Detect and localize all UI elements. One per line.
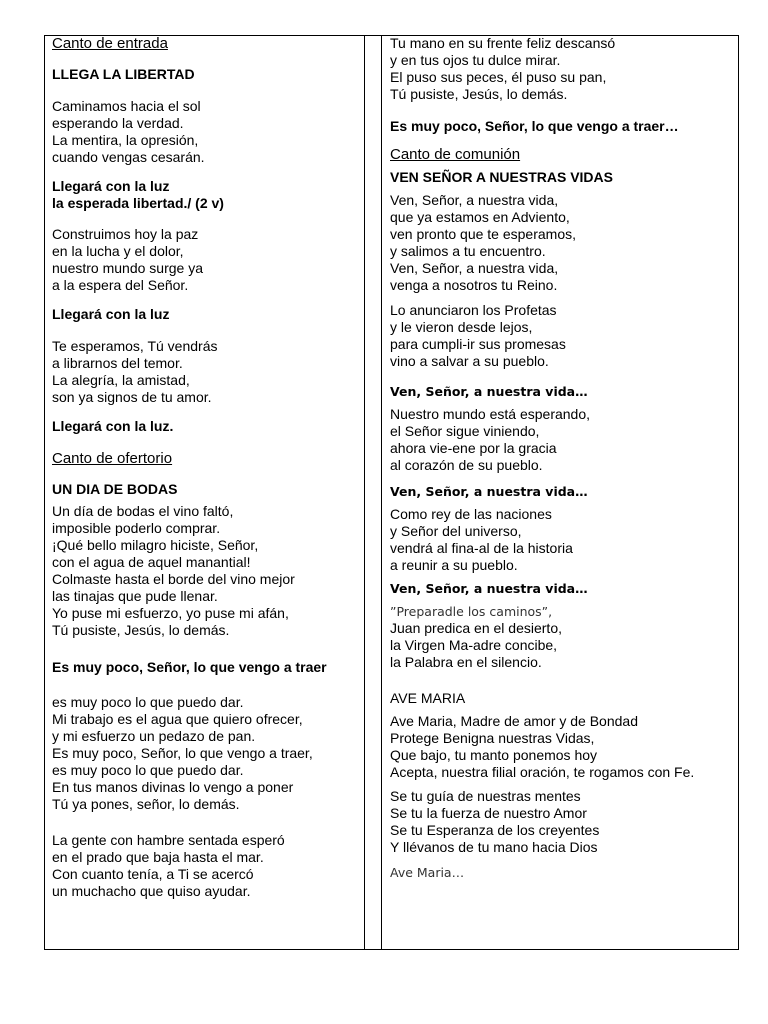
table-left-border <box>44 35 45 950</box>
verse-line: Ven, Señor, a nuestra vida, <box>390 260 559 276</box>
ofertorio-heading: Canto de ofertorio <box>52 450 173 467</box>
chorus-line: la esperada libertad./ (2 v) <box>52 195 224 211</box>
verse-line: y en tus ojos tu dulce mirar. <box>390 52 561 68</box>
table-bottom-border <box>44 949 739 950</box>
comunion-verse-4 <box>390 506 573 574</box>
verse-line: con el agua de aquel manantial! <box>52 554 251 570</box>
verse-line: Y llévanos de tu mano hacia Dios <box>390 839 598 855</box>
verse-line: Tú pusiste, Jesús, lo demás. <box>52 622 230 638</box>
verse-line: la Virgen Ma-adre concibe, <box>390 637 558 653</box>
chorus-line: Llegará con la luz <box>52 178 170 194</box>
verse-line: al corazón de su pueblo. <box>390 457 543 473</box>
verse-line: venga a nosotros tu Reino. <box>390 277 558 293</box>
verse-line: La mentira, la opresión, <box>52 132 199 148</box>
ofertorio-chorus-repeat: Es muy poco, Señor, lo que vengo a traer… <box>390 118 679 134</box>
verse-line: Ven, Señor, a nuestra vida, <box>390 192 559 208</box>
verse-line: que ya estamos en Adviento, <box>390 209 570 225</box>
entrada-refrain-2: Llegará con la luz. <box>52 418 174 434</box>
ofertorio-verse-3 <box>52 832 285 900</box>
verse-line: es muy poco lo que puedo dar. <box>52 694 244 710</box>
verse-line: es muy poco lo que puedo dar. <box>52 762 244 778</box>
ave-maria-closing: Ave Maria… <box>390 865 465 880</box>
entrada-refrain-1: Llegará con la luz <box>52 306 170 322</box>
verse-line: El puso sus peces, él puso su pan, <box>390 69 607 85</box>
comunion-refrain-2: Ven, Señor, a nuestra vida… <box>390 484 588 499</box>
verse-line: Se tu Esperanza de los creyentes <box>390 822 600 838</box>
ave-maria-verse-1 <box>390 713 694 781</box>
verse-line: Lo anunciaron los Profetas <box>390 302 557 318</box>
verse-line: a reunir a su pueblo. <box>390 557 518 573</box>
verse-line: cuando vengas cesarán. <box>52 149 205 165</box>
verse-line: ”Preparadle los caminos”, <box>390 604 553 619</box>
verse-line: Colmaste hasta el borde del vino mejor <box>52 571 295 587</box>
verse-line: esperando la verdad. <box>52 115 184 131</box>
verse-line: y Señor del universo, <box>390 523 522 539</box>
verse-line: ahora vie-ene por la gracia <box>390 440 557 456</box>
verse-line: ven pronto que te esperamos, <box>390 226 577 242</box>
song-sheet-table <box>44 35 739 950</box>
verse-line: Mi trabajo es el agua que quiero ofrecer, <box>52 711 303 727</box>
verse-line: las tinajas que pude llenar. <box>52 588 218 604</box>
verse-line: Te esperamos, Tú vendrás <box>52 338 218 354</box>
comunion-title: VEN SEÑOR A NUESTRAS VIDAS <box>390 169 613 185</box>
verse-line: En tus manos divinas lo vengo a poner <box>52 779 294 795</box>
verse-line: son ya signos de tu amor. <box>52 389 212 405</box>
verse-line: Un día de bodas el vino faltó, <box>52 503 234 519</box>
verse-line: Nuestro mundo está esperando, <box>390 406 591 422</box>
verse-line: Como rey de las naciones <box>390 506 552 522</box>
comunion-heading: Canto de comunión <box>390 146 521 163</box>
ave-maria-verse-2 <box>390 788 599 856</box>
column-divider-right <box>381 35 382 950</box>
ofertorio-continuation <box>390 35 615 103</box>
verse-line: el Señor sigue viniendo, <box>390 423 540 439</box>
verse-line: para cumpli-ir sus promesas <box>390 336 566 352</box>
verse-line: Yo puse mi esfuerzo, yo puse mi afán, <box>52 605 289 621</box>
verse-line: Que bajo, tu manto ponemos hoy <box>390 747 598 763</box>
verse-line: Es muy poco, Señor, lo que vengo a traer, <box>52 745 313 761</box>
ave-maria-title: AVE MARIA <box>390 690 466 706</box>
verse-line: La gente con hambre sentada esperó <box>52 832 285 848</box>
verse-line: y mi esfuerzo un pedazo de pan. <box>52 728 256 744</box>
ofertorio-chorus: Es muy poco, Señor, lo que vengo a traer <box>52 659 327 675</box>
verse-line: vendrá al fina-al de la historia <box>390 540 573 556</box>
table-right-border <box>738 35 739 950</box>
comunion-verse-1 <box>390 192 576 294</box>
comunion-verse-2 <box>390 302 566 370</box>
verse-line: imposible poderlo comprar. <box>52 520 221 536</box>
entrada-title: LLEGA LA LIBERTAD <box>52 66 195 82</box>
ofertorio-verse-1 <box>52 503 295 639</box>
verse-line: vino a salvar a su pueblo. <box>390 353 549 369</box>
verse-line: Protege Benigna nuestras Vidas, <box>390 730 595 746</box>
entrada-verse-2 <box>52 226 203 294</box>
verse-line: Construimos hoy la paz <box>52 226 199 242</box>
verse-line: Con cuanto tenía, a Ti se acercó <box>52 866 254 882</box>
verse-line: Tu mano en su frente feliz descansó <box>390 35 616 51</box>
comunion-refrain-1: Ven, Señor, a nuestra vida… <box>390 384 588 399</box>
verse-line: a librarnos del temor. <box>52 355 183 371</box>
verse-line: Se tu guía de nuestras mentes <box>390 788 581 804</box>
entrada-verse-1 <box>52 98 205 166</box>
verse-line: nuestro mundo surge ya <box>52 260 203 276</box>
comunion-refrain-3: Ven, Señor, a nuestra vida… <box>390 581 588 596</box>
verse-line: ¡Qué bello milagro hiciste, Señor, <box>52 537 259 553</box>
verse-line: Acepta, nuestra filial oración, te rogamos con Fe. <box>390 764 695 780</box>
verse-line: un muchacho que quiso ayudar. <box>52 883 251 899</box>
verse-line: a la espera del Señor. <box>52 277 189 293</box>
comunion-verse-3 <box>390 406 590 474</box>
comunion-verse-5 <box>390 603 562 671</box>
verse-line: y le vieron desde lejos, <box>390 319 533 335</box>
verse-line: Tú pusiste, Jesús, lo demás. <box>390 86 568 102</box>
entrada-verse-3 <box>52 338 218 406</box>
verse-line: Juan predica en el desierto, <box>390 620 562 636</box>
verse-line: la Palabra en el silencio. <box>390 654 542 670</box>
verse-line: Ave Maria, Madre de amor y de Bondad <box>390 713 638 729</box>
verse-line: en el prado que baja hasta el mar. <box>52 849 264 865</box>
verse-line: Se tu la fuerza de nuestro Amor <box>390 805 587 821</box>
verse-line: Tú ya pones, señor, lo demás. <box>52 796 240 812</box>
entrada-heading: Canto de entrada <box>52 35 168 52</box>
ofertorio-title: UN DIA DE BODAS <box>52 481 178 497</box>
ofertorio-verse-2 <box>52 694 313 813</box>
verse-line: en la lucha y el dolor, <box>52 243 184 259</box>
verse-line: La alegría, la amistad, <box>52 372 190 388</box>
entrada-chorus <box>52 178 224 212</box>
verse-line: y salimos a tu encuentro. <box>390 243 546 259</box>
verse-line: Caminamos hacia el sol <box>52 98 201 114</box>
column-divider-left <box>364 35 365 950</box>
